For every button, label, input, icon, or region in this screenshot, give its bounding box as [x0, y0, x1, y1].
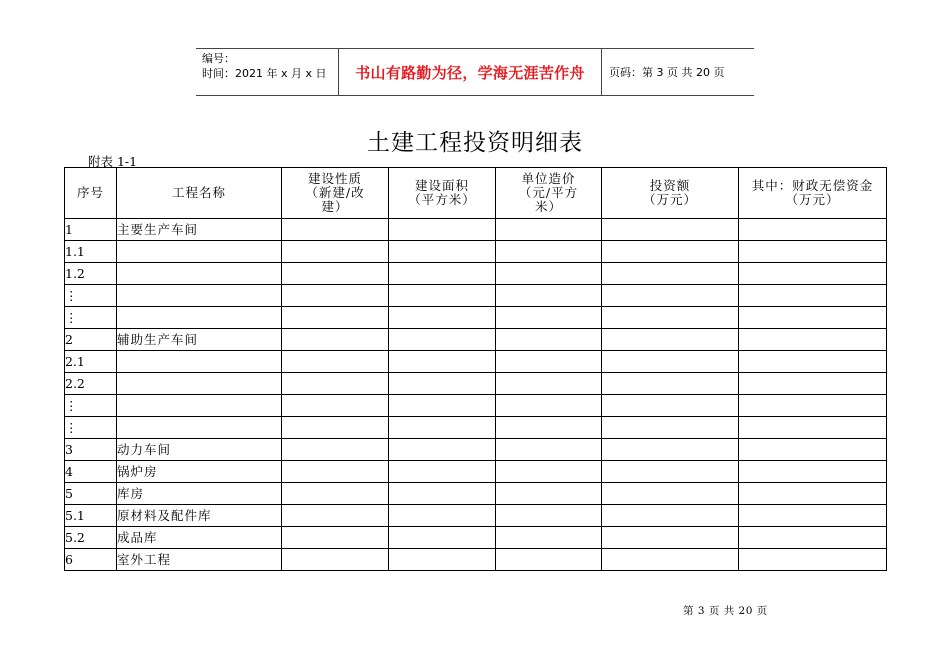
column-header-line: （新建/改: [305, 185, 365, 200]
empty-cell: [496, 263, 602, 285]
document-header: [196, 48, 754, 96]
empty-cell: [389, 395, 496, 417]
empty-cell: [389, 373, 496, 395]
empty-cell: [282, 549, 389, 571]
column-header: [602, 168, 739, 219]
column-header: [282, 168, 389, 219]
table-row: [65, 351, 887, 373]
table-row: [65, 461, 887, 483]
row-number: 2.2: [65, 373, 117, 395]
project-name: [117, 395, 282, 417]
empty-cell: [496, 351, 602, 373]
column-header-line: 建）: [321, 199, 349, 214]
empty-cell: [496, 439, 602, 461]
empty-cell: [496, 307, 602, 329]
project-name: [117, 307, 282, 329]
empty-cell: [496, 549, 602, 571]
table-row: [65, 483, 887, 505]
appendix-label: 附表 1-1: [88, 154, 138, 169]
empty-cell: [739, 329, 887, 351]
project-name: [117, 263, 282, 285]
project-name: 锅炉房: [117, 461, 282, 483]
table-row: [65, 307, 887, 329]
column-header-line: 序号: [76, 185, 104, 200]
empty-cell: [602, 527, 739, 549]
column-header-line: 投资额: [649, 178, 691, 193]
column-header-line: （万元）: [785, 192, 840, 207]
row-number: 2.1: [65, 351, 117, 373]
empty-cell: [282, 241, 389, 263]
row-number: ⋮: [65, 307, 117, 329]
empty-cell: [389, 439, 496, 461]
empty-cell: [389, 219, 496, 241]
empty-cell: [282, 483, 389, 505]
empty-cell: [282, 285, 389, 307]
empty-cell: [602, 219, 739, 241]
empty-cell: [282, 329, 389, 351]
column-header-line: （平方米）: [408, 192, 476, 207]
empty-cell: [602, 417, 739, 439]
empty-cell: [739, 483, 887, 505]
column-header: [65, 168, 117, 219]
column-header-line: 米）: [534, 199, 562, 214]
empty-cell: [389, 307, 496, 329]
table-row: [65, 417, 887, 439]
empty-cell: [496, 373, 602, 395]
empty-cell: [739, 505, 887, 527]
empty-cell: [602, 373, 739, 395]
empty-cell: [389, 527, 496, 549]
serial-label: 编号：: [202, 52, 235, 65]
table-header-row: [65, 168, 887, 219]
empty-cell: [739, 527, 887, 549]
table-row: [65, 395, 887, 417]
empty-cell: [602, 307, 739, 329]
empty-cell: [602, 461, 739, 483]
empty-cell: [602, 285, 739, 307]
empty-cell: [602, 329, 739, 351]
project-name: 辅助生产车间: [117, 329, 282, 351]
empty-cell: [496, 505, 602, 527]
table-row: [65, 439, 887, 461]
table-row: [65, 527, 887, 549]
page-footer: 第 3 页 共 20 页: [683, 605, 768, 617]
table-row: [65, 241, 887, 263]
empty-cell: [739, 461, 887, 483]
empty-cell: [282, 527, 389, 549]
empty-cell: [739, 307, 887, 329]
column-header-line: 建设性质: [307, 171, 362, 186]
empty-cell: [602, 549, 739, 571]
project-name: 动力车间: [117, 439, 282, 461]
empty-cell: [496, 483, 602, 505]
row-number: ⋮: [65, 417, 117, 439]
row-number: 1: [65, 219, 117, 241]
empty-cell: [282, 307, 389, 329]
empty-cell: [739, 241, 887, 263]
empty-cell: [282, 461, 389, 483]
empty-cell: [496, 395, 602, 417]
empty-cell: [389, 329, 496, 351]
empty-cell: [282, 263, 389, 285]
empty-cell: [389, 241, 496, 263]
empty-cell: [739, 263, 887, 285]
empty-cell: [496, 219, 602, 241]
project-name: 原材料及配件库: [117, 505, 282, 527]
empty-cell: [389, 417, 496, 439]
column-header: [389, 168, 496, 219]
column-header-line: 建设面积: [414, 178, 469, 193]
empty-cell: [496, 527, 602, 549]
project-name: [117, 285, 282, 307]
empty-cell: [282, 351, 389, 373]
investment-table: [64, 167, 887, 571]
empty-cell: [602, 483, 739, 505]
empty-cell: [739, 285, 887, 307]
empty-cell: [602, 395, 739, 417]
row-number: 5.2: [65, 527, 117, 549]
empty-cell: [496, 329, 602, 351]
row-number: 2: [65, 329, 117, 351]
row-number: ⋮: [65, 285, 117, 307]
header-page-code: 页码：第 3 页 共 20 页: [609, 66, 725, 79]
column-header-line: 工程名称: [171, 185, 226, 200]
empty-cell: [602, 241, 739, 263]
empty-cell: [496, 461, 602, 483]
empty-cell: [389, 483, 496, 505]
project-name: 成品库: [117, 527, 282, 549]
table-row: [65, 549, 887, 571]
empty-cell: [496, 417, 602, 439]
row-number: ⋮: [65, 395, 117, 417]
empty-cell: [282, 417, 389, 439]
empty-cell: [602, 351, 739, 373]
table-row: [65, 263, 887, 285]
row-number: 5: [65, 483, 117, 505]
project-name: 库房: [117, 483, 282, 505]
column-header-line: （万元）: [642, 192, 697, 207]
column-header-line: 其中：财政无偿资金: [751, 178, 874, 193]
date-label: 时间：2021 年 x 月 x 日: [202, 67, 327, 80]
table-row: [65, 505, 887, 527]
project-name: 室外工程: [117, 549, 282, 571]
header-meta: [196, 49, 339, 95]
table-row: [65, 373, 887, 395]
column-header: [117, 168, 282, 219]
empty-cell: [282, 373, 389, 395]
project-name: [117, 241, 282, 263]
row-number: 3: [65, 439, 117, 461]
row-number: 6: [65, 549, 117, 571]
empty-cell: [282, 439, 389, 461]
column-header-line: 单位造价: [521, 171, 576, 186]
project-name: [117, 351, 282, 373]
empty-cell: [282, 505, 389, 527]
empty-cell: [496, 241, 602, 263]
table-row: [65, 285, 887, 307]
empty-cell: [282, 395, 389, 417]
empty-cell: [496, 285, 602, 307]
empty-cell: [739, 549, 887, 571]
header-motto: 书山有路勤为径，学海无涯苦作舟: [339, 49, 602, 95]
empty-cell: [739, 351, 887, 373]
empty-cell: [739, 395, 887, 417]
empty-cell: [389, 285, 496, 307]
empty-cell: [602, 505, 739, 527]
project-name: [117, 417, 282, 439]
table-row: [65, 329, 887, 351]
table-row: [65, 219, 887, 241]
column-header: [739, 168, 887, 219]
empty-cell: [739, 373, 887, 395]
row-number: 1.1: [65, 241, 117, 263]
column-header-line: （元/平方: [518, 185, 579, 200]
empty-cell: [389, 505, 496, 527]
empty-cell: [739, 219, 887, 241]
row-number: 1.2: [65, 263, 117, 285]
empty-cell: [389, 461, 496, 483]
empty-cell: [739, 417, 887, 439]
column-header: [496, 168, 602, 219]
empty-cell: [389, 549, 496, 571]
empty-cell: [389, 263, 496, 285]
empty-cell: [389, 351, 496, 373]
row-number: 5.1: [65, 505, 117, 527]
project-name: [117, 373, 282, 395]
empty-cell: [739, 439, 887, 461]
project-name: 主要生产车间: [117, 219, 282, 241]
row-number: 4: [65, 461, 117, 483]
empty-cell: [602, 439, 739, 461]
table-body: [65, 219, 887, 571]
empty-cell: [282, 219, 389, 241]
empty-cell: [602, 263, 739, 285]
page-title: 土建工程投资明细表: [367, 130, 583, 156]
